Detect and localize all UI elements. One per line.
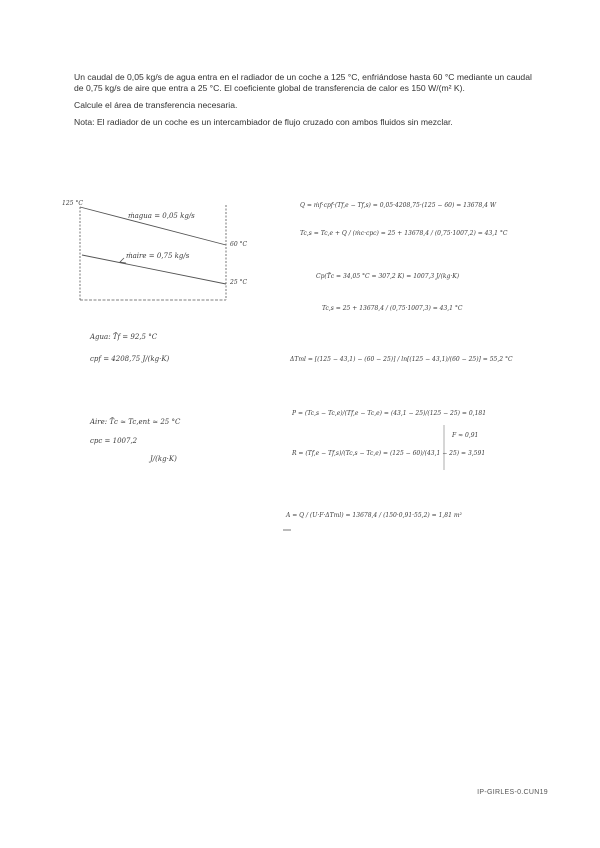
t-water-out-label: 60 °C	[230, 241, 248, 248]
problem-statement: Un caudal de 0,05 kg/s de agua entra en el radiador de un coche a 125 °C, enfriándose hasta 60 °C mediante un caudal de 0,75 kg/s de aire que entra a 25 °C. El coeficiente global de transferencia de calor es 150 W/(m² K).	[74, 72, 532, 93]
air-outlet-temp-recalc: Tc,s = 25 + 13678,4 / (0,75·1007,3) = 43,1 °C	[322, 305, 463, 312]
p-factor-calc: P = (Tc,s − Tc,e)/(Tf,e − Tc,e) = (43,1 − 25)/(125 − 25) = 0,181	[292, 410, 487, 417]
water-flow-label: ṁagua = 0,05 kg/s	[128, 212, 195, 220]
water-cp: cpf = 4208,75 J/(kg·K)	[90, 355, 170, 363]
air-cp-recheck: Cp(T̄c = 34,05 °C = 307,2 K) = 1007,3 J/(kg·K)	[316, 273, 460, 280]
problem-note: Nota: El radiador de un coche es un intercambiador de flujo cruzado con ambos fluidos sin mezclar.	[74, 117, 453, 127]
r-factor-calc: R = (Tf,e − Tf,s)/(Tc,s − Tc,e) = (125 − 60)/(43,1 − 25) = 3,591	[292, 450, 486, 457]
problem-question: Calcule el área de transferencia necesaria.	[74, 100, 238, 110]
air-outlet-temp-calc: Tc,s = Tc,e + Q / (ṁc·cpc) = 25 + 13678,4 / (0,75·1007,2) = 43,1 °C	[300, 230, 508, 237]
air-avg-temp: Aire: T̄c ≈ Tc,ent ≈ 25 °C	[90, 418, 181, 426]
water-avg-temp: Agua: T̄f = 92,5 °C	[90, 333, 158, 341]
heat-rate-calc: Q = ṁf·cpf·(Tf,e − Tf,s) = 0,05·4208,75·(125 − 60) = 13678,4 W	[300, 202, 497, 209]
air-cp: cpc = 1007,2	[90, 437, 138, 445]
area-result-calc: A = Q / (U·F·ΔTml) = 13678,4 / (150·0,91·55,2) = 1,81 m²	[286, 512, 462, 519]
correction-factor: F ≈ 0,91	[452, 432, 479, 439]
air-flow-label: ṁaire = 0,75 kg/s	[126, 252, 190, 260]
document-footer-code: IP-GIRLES-0.CUN19	[477, 789, 548, 796]
t-air-in-label: 25 °C	[230, 279, 248, 286]
t-water-in-label: 125 °C	[62, 200, 83, 207]
lmtd-calc: ΔTml = [(125 − 43,1) − (60 − 25)] / ln[(125 − 43,1)/(60 − 25)] = 55,2 °C	[290, 356, 513, 363]
air-cp-unit: J/(kg·K)	[150, 455, 177, 463]
